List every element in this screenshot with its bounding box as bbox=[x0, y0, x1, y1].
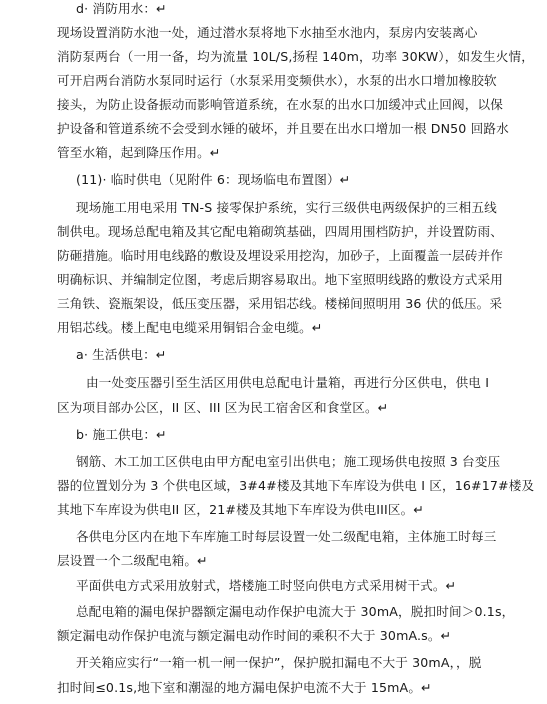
paragraph-line: 开关箱应实行“一箱一机一闸一保护”，保护脱扣漏电不大于 30mA，，脱 bbox=[76, 655, 482, 670]
paragraph-line: 总配电箱的漏电保护器额定漏电动作保护电流大于 30mA，脱扣时间＞0.1s， bbox=[76, 604, 515, 619]
paragraph-line: 由一处变压器引至生活区用供电总配电计量箱，再进行分区供电，供电 I bbox=[86, 375, 490, 390]
paragraph-line: 器的位置划分为 3 个供电区域，3#4#楼及其地下车库设为供电 I 区，16#17#楼及 bbox=[57, 478, 535, 493]
paragraph-line: 制供电。现场总配电箱及其它配电箱砌筑基础，四周用围档防护，并设置防雨、 bbox=[57, 224, 504, 239]
paragraph-line: 三角铁、瓷瓶架设，低压变压器，采用铝芯线。楼梯间照明用 36 伏的低压。采 bbox=[57, 296, 503, 311]
paragraph-line: 现场设置消防水池一处，通过潜水泵将地下水抽至水池内，泵房内安装离心 bbox=[57, 25, 478, 40]
heading-fire-water: d· 消防用水：↵ bbox=[76, 1, 167, 16]
heading-temporary-power: (11)· 临时供电（见附件 6：现场临电布置图）↵ bbox=[76, 172, 351, 187]
paragraph-line: 明确标识、并编制定位图，考虑后期容易取出。地下室照明线路的敷设方式采用 bbox=[57, 272, 504, 287]
paragraph-line: 管至水箱，起到降压作用。↵ bbox=[57, 145, 221, 160]
paragraph-line: 其地下车库设为供电II 区，21#楼及其地下车库设为供电III区。↵ bbox=[57, 502, 425, 517]
paragraph-line: 区为项目部办公区，II 区、III 区为民工宿舍区和食堂区。↵ bbox=[57, 400, 389, 415]
paragraph-line: 用铝芯线。楼上配电电缆采用铜铝合金电缆。↵ bbox=[57, 320, 323, 335]
paragraph-line: 扣时间≤0.1s,地下室和潮湿的地方漏电保护电流不大于 15mA。↵ bbox=[57, 680, 432, 695]
heading-living-power: a· 生活供电：↵ bbox=[76, 347, 167, 362]
paragraph-line: 现场施工用电采用 TN-S 接零保护系统，实行三级供电两级保护的三相五线 bbox=[76, 200, 497, 215]
paragraph-line: 接头，为防止设备振动而影响管道系统，在水泵的出水口加缓冲式止回阀，以保 bbox=[57, 97, 504, 112]
paragraph-line: 可开启两台消防水泵同时运行（水泵采用变频供水），水泵的出水口增加橡胶软 bbox=[57, 73, 497, 88]
paragraph-line: 钢筋、木工加工区供电由甲方配电室引出供电；施工现场供电按照 3 台变压 bbox=[76, 454, 501, 469]
paragraph-line: 平面供电方式采用放射式，塔楼施工时竖向供电方式采用树干式。↵ bbox=[76, 578, 457, 593]
paragraph-line: 额定漏电动作保护电流与额定漏电动作时间的乘积不大于 30mA.s。↵ bbox=[57, 628, 452, 643]
paragraph-line: 消防泵两台（一用一备，均为流量 10L/S,扬程 140m，功率 30KW），如发生火情， bbox=[57, 49, 534, 64]
paragraph-line: 护设备和管道系统不会受到水锤的破坏，并且要在出水口增加一根 DN50 回路水 bbox=[57, 121, 509, 136]
heading-construction-power: b· 施工供电：↵ bbox=[76, 427, 167, 442]
paragraph-line: 层设置一个二级配电箱。↵ bbox=[57, 553, 208, 568]
paragraph-line: 防砸措施。临时用电线路的敷设及埋设采用挖沟，加砂子，上面覆盖一层砖并作 bbox=[57, 248, 504, 263]
paragraph-line: 各供电分区内在地下车库施工时每层设置一处二级配电箱，主体施工时每三 bbox=[76, 529, 497, 544]
